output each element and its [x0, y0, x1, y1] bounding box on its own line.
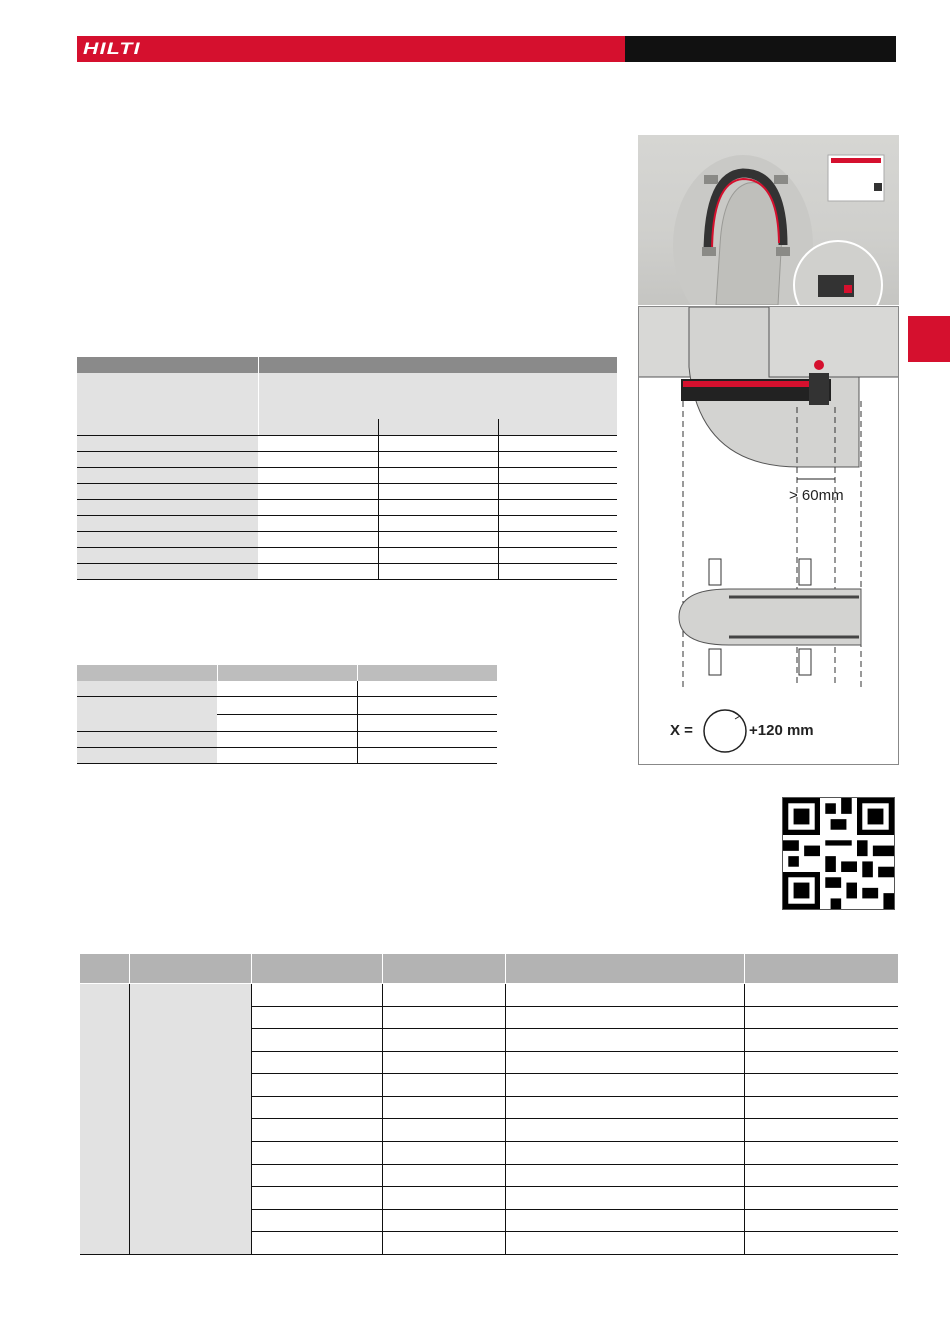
- installation-diagram: [638, 306, 899, 765]
- qr-code-graphic: [783, 798, 894, 909]
- table-row: [77, 436, 617, 452]
- table-row: [77, 468, 617, 484]
- table-row: [77, 516, 617, 532]
- chapter-tab: [908, 316, 950, 362]
- table-2: [77, 665, 497, 764]
- table-row: [77, 357, 617, 373]
- table-row: [77, 373, 617, 419]
- hilti-logo: HILTI: [83, 39, 141, 58]
- table-row: [77, 697, 497, 715]
- qr-code-icon[interactable]: [782, 797, 895, 910]
- table-row: [77, 484, 617, 500]
- formula-x-label: X =: [670, 722, 693, 739]
- table-row: [80, 984, 898, 1007]
- table-row: [80, 954, 898, 984]
- header-black-bar: [625, 36, 896, 62]
- table-row: [77, 500, 617, 516]
- table-3: [80, 954, 898, 1255]
- table-row: [77, 748, 497, 764]
- table-row: [77, 732, 497, 748]
- diagram-illustration: [639, 307, 899, 765]
- table-row: [77, 532, 617, 548]
- table-1: [77, 357, 617, 580]
- header-brand-bar: [77, 36, 625, 62]
- table-row: [77, 452, 617, 468]
- table-row: [77, 548, 617, 564]
- table-row: [77, 665, 497, 681]
- table-row: [77, 681, 497, 697]
- table-row: [77, 564, 617, 580]
- installation-photo: [638, 135, 899, 305]
- clearance-label: > 60mm: [789, 487, 844, 504]
- photo-illustration: [638, 135, 899, 305]
- formula-add-label: +120 mm: [749, 722, 814, 739]
